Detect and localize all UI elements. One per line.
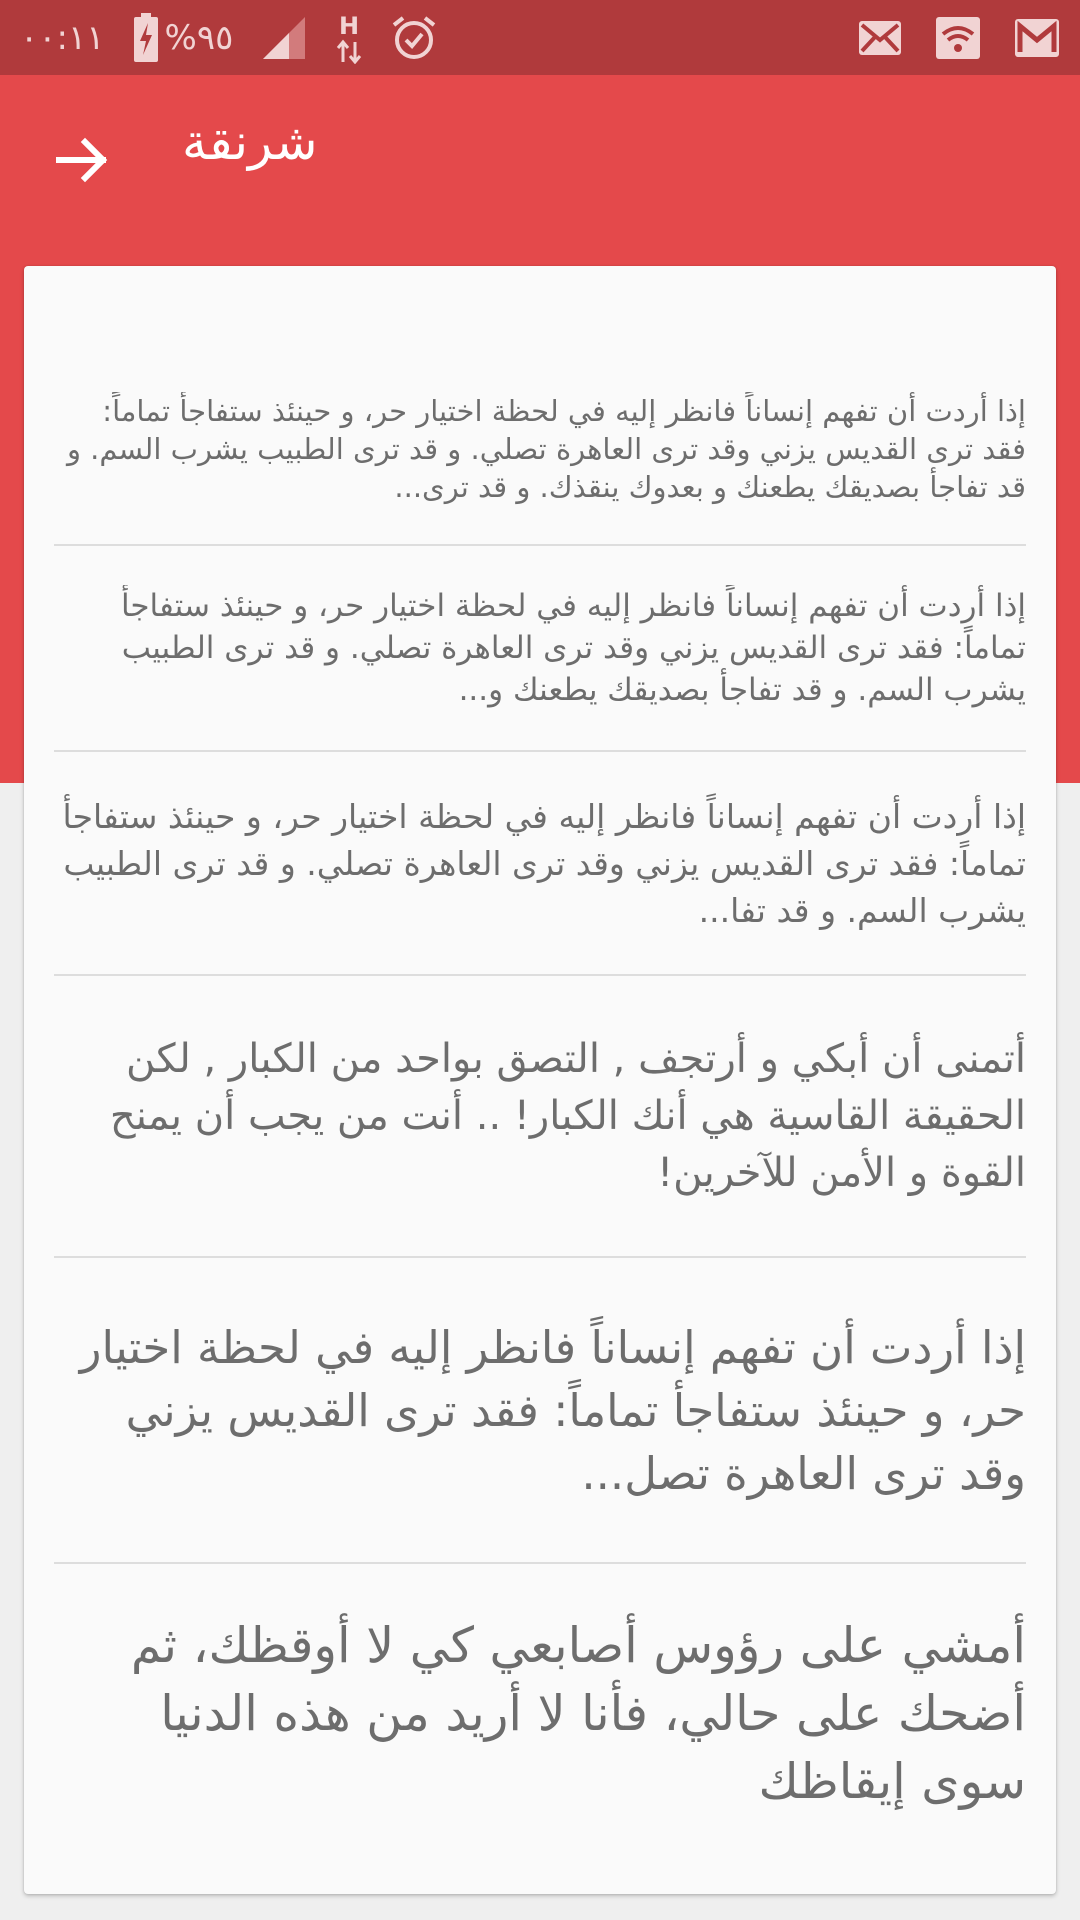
battery-percent: %٩٥ xyxy=(164,17,234,58)
page-title: شرنقة xyxy=(182,113,318,171)
battery-charging-icon xyxy=(133,13,159,63)
list-item[interactable] xyxy=(54,1564,1026,1864)
list-item[interactable] xyxy=(54,1258,1026,1564)
wifi-icon xyxy=(936,17,980,59)
item-text: إذا أردت أن تفهم إنساناً فانظر إليه في لحظة اختيار حر، و حينئذ ستفاجأ تماماً: فقد ترى القديس يزني وقد ترى العاهرة تصلي. و قد ترى الطبيب يشرب السم. و قد تفاجأ بصديقك يطعنك و بعدوك ينقذك. و قد ترى... xyxy=(66,394,1026,504)
list-item[interactable] xyxy=(54,266,1026,546)
network-h-icon xyxy=(335,12,363,64)
signal-icon xyxy=(261,15,307,61)
content-card xyxy=(24,266,1056,1894)
list-item[interactable] xyxy=(54,752,1026,976)
alarm-icon xyxy=(391,15,437,61)
list-item[interactable] xyxy=(54,976,1026,1258)
item-text: إذا أردت أن تفهم إنساناً فانظر إليه في لحظة اختيار حر، و حينئذ ستفاجأ تماماً: فقد ترى القديس يزني وقد ترى العاهرة تصلي. و قد ترى الطبيب يشرب السم. و قد تفا... xyxy=(62,796,1026,930)
item-text: أمشي على رؤوس أصابعي كي لا أوقظك، ثم أضحك على حالي، فأنا لا أريد من هذه الدنيا سوى إيقاظك xyxy=(130,1617,1026,1810)
list-item[interactable] xyxy=(54,546,1026,752)
status-time: ٠٠:١١ xyxy=(20,17,105,58)
status-bar xyxy=(0,0,1080,75)
status-right-group xyxy=(824,0,1060,75)
item-text: إذا أردت أن تفهم إنساناً فانظر إليه في لحظة اختيار حر، و حينئذ ستفاجأ تماماً: فقد ترى القديس يزني وقد ترى العاهرة تصلي. و قد ترى الطبيب يشرب السم. و قد تفاجأ بصديقك يطعنك و... xyxy=(120,588,1026,708)
status-left-group xyxy=(20,0,437,75)
back-button[interactable] xyxy=(48,125,118,195)
svg-text:H: H xyxy=(339,11,360,40)
item-text: إذا أردت أن تفهم إنساناً فانظر إليه في لحظة اختيار حر، و حينئذ ستفاجأ تماماً: فقد ترى القديس يزني وقد ترى العاهرة تصل... xyxy=(79,1320,1026,1500)
mail-icon xyxy=(858,20,902,56)
item-text: أتمنى أن أبكي و أرتجف , التصق بواحد من الكبار , لكن الحقيقة القاسية هي أنك الكبار! .. أنت من يجب أن يمنح القوة و الأمن للآخرين! xyxy=(109,1035,1026,1196)
arrow-right-icon xyxy=(55,135,111,185)
gmail-icon xyxy=(1014,18,1060,58)
